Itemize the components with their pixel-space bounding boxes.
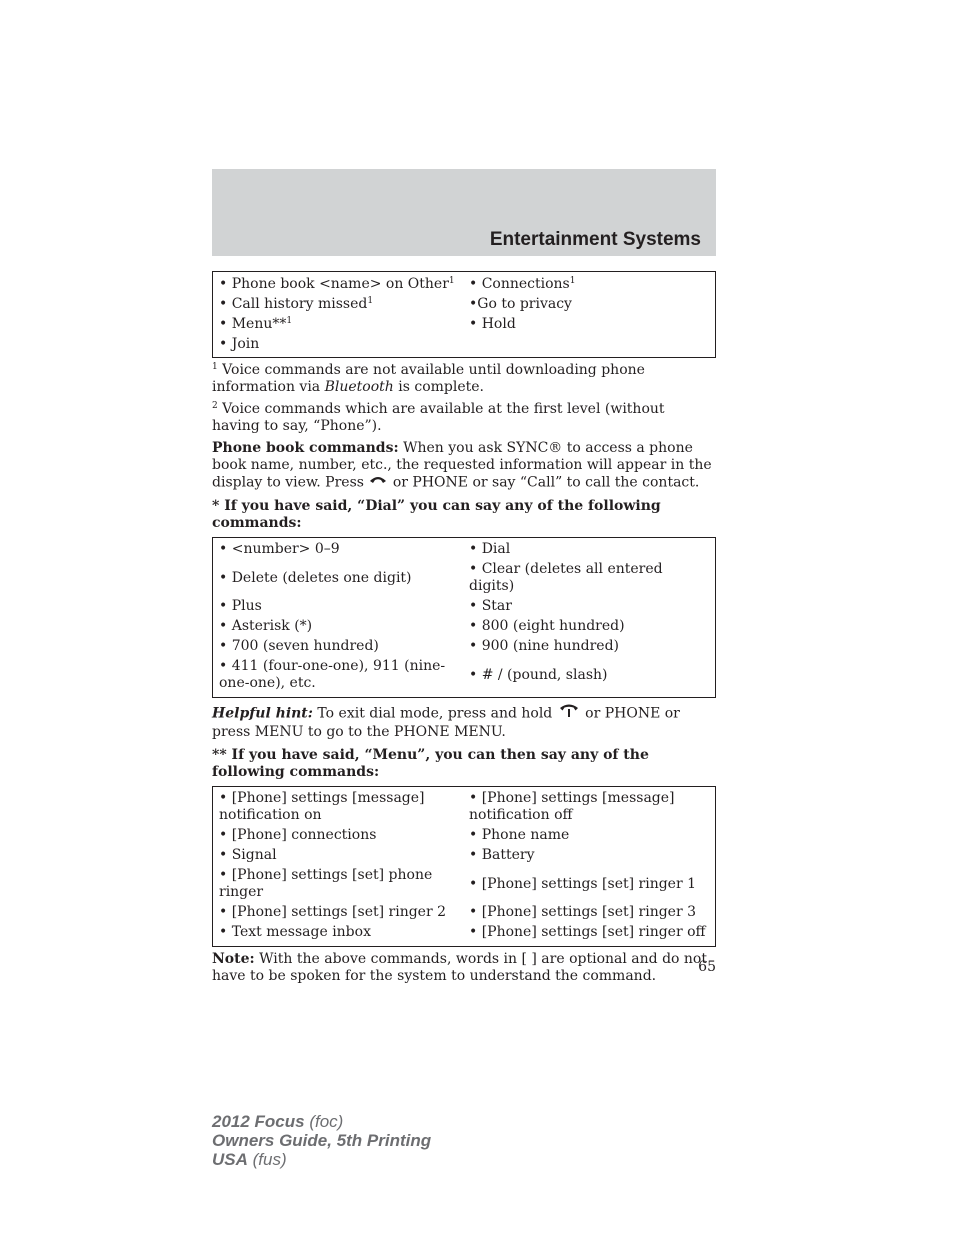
footer-line-3: USA (fus) — [212, 1150, 287, 1169]
phone-hangup-icon — [368, 474, 388, 491]
table-cell: • Menu**$^1$ — [219, 315, 293, 332]
table-cell: • Star — [469, 598, 512, 614]
menu-commands-heading: ** If you have said, “Menu”, you can then say any of the following commands: — [212, 746, 649, 780]
table-cell: • Signal — [219, 847, 277, 863]
phone-book-paragraph: Phone book commands: When you ask SYNC® to access a phone book name, number, etc., the requested information will appear in the display to view. Press or PHONE or say “Call” to call the contact. — [212, 440, 712, 491]
table-cell: • 900 (nine hundred) — [469, 638, 620, 654]
table-cell: • [Phone] settings [set] ringer 1 — [469, 875, 697, 892]
table-cell: • Phone book <name> on Other$^1$ — [219, 275, 455, 292]
table-cell-empty — [463, 334, 715, 354]
table-cell: • Battery — [469, 847, 535, 863]
table-cell: •Go to privacy — [469, 295, 572, 312]
table-cell: • <number> 0–9 — [219, 541, 340, 557]
table-cell: • Call history missed$^1$ — [219, 295, 374, 312]
table-cell: • [Phone] connections — [219, 827, 377, 843]
footnote-1: $^1$ Voice commands are not available until downloading phone information via Bluetooth is complete. — [212, 362, 645, 395]
section-title: Entertainment Systems — [489, 229, 701, 250]
table-cell: • [Phone] settings [message] notification off — [469, 790, 675, 823]
table-cell: • # / (pound, slash) — [469, 666, 608, 683]
helpful-hint-paragraph: Helpful hint: To exit dial mode, press and hold or PHONE or press MENU to go to the PHONE MENU. — [212, 703, 716, 741]
table-cell: • Delete (deletes one digit) — [219, 569, 412, 586]
note-paragraph: Note: With the above commands, words in [ ] are optional and do not have to be spoken for the system to understand the command. — [212, 950, 707, 984]
dial-commands-heading: * If you have said, “Dial” you can say any of the following commands: — [212, 497, 661, 531]
page-content — [212, 271, 716, 985]
phone-commands-table — [212, 271, 716, 358]
table-cell: • Asterisk (*) — [219, 618, 313, 634]
table-cell: • 411 (four-one-one), 911 (nine-one-one), etc. — [219, 658, 446, 691]
table-cell: • [Phone] settings [set] ringer 2 — [219, 904, 447, 920]
table-cell: • 800 (eight hundred) — [469, 618, 625, 634]
footer-line-2: Owners Guide, 5th Printing — [212, 1131, 432, 1150]
page-number: 65 — [698, 959, 716, 975]
table-cell: • Hold — [469, 315, 516, 332]
table-cell: • [Phone] settings [set] ringer 3 — [469, 904, 697, 920]
table-cell: • Join — [219, 335, 260, 352]
table-cell: • Phone name — [469, 827, 570, 843]
table-cell: • [Phone] settings [set] phone ringer — [219, 867, 433, 900]
section-header — [212, 169, 716, 256]
table-cell: • Dial — [469, 541, 511, 557]
footer-publication-info — [212, 1112, 431, 1169]
table-cell: • 700 (seven hundred) — [219, 638, 379, 654]
dial-commands-table — [212, 537, 716, 698]
phone-handset-icon — [557, 703, 581, 724]
table-cell: • [Phone] settings [message] notification on — [219, 790, 425, 823]
footnote-2: $^2$ Voice commands which are available at the first level (without having to say, “Phone”). — [212, 401, 665, 434]
table-cell: • [Phone] settings [set] ringer off — [469, 924, 706, 940]
table-cell: • Connections$^1$ — [469, 275, 576, 292]
menu-commands-table — [212, 786, 716, 947]
table-cell: • Text message inbox — [219, 924, 371, 940]
footer-line-1: 2012 Focus (foc) — [212, 1112, 344, 1131]
table-cell: • Clear (deletes all entered digits) — [469, 561, 663, 594]
table-cell: • Plus — [219, 598, 262, 614]
